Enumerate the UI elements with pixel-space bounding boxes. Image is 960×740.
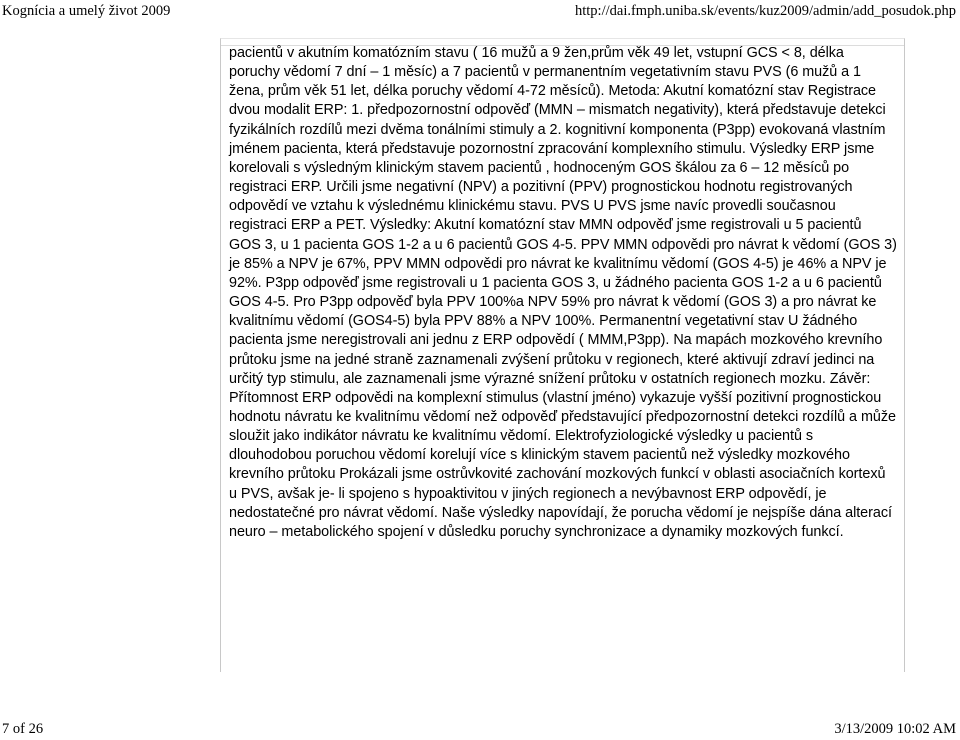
- abstract-segment-1: pacientů v akutním komatózním stavu ( 16 mužů a 9 žen,prům věk 49 let, vstupní GCS < 8, délka poruchy vědomí 7 dní – 1 měsíc) a 7 pacientů v permanentním vegetativním stavu PVS (6 mužů a 1 žena, prům věk 51 let, délka poruchy vědomí 4-72 měsíců).: [229, 45, 862, 100]
- page-url: http://dai.fmph.uniba.sk/events/kuz2009/admin/add_posudok.php: [575, 3, 956, 19]
- abstract-segment-2: Metoda: Akutní komatózní stav Registrace dvou modalit ERP: 1.: [229, 83, 877, 119]
- abstract-text: [229, 44, 897, 542]
- print-timestamp: 3/13/2009 10:02 AM: [834, 721, 956, 737]
- page-title: Kognícia a umelý život 2009: [2, 3, 171, 19]
- page-number: 7 of 26: [2, 721, 44, 737]
- abstract-segment-3: předpozornostní odpověď (MMN – mismatch negativity), která představuje detekci fyzikálních rozdílů mezi dvěma tonálními stimuly a 2. kognitivní komponenta (P3pp) evokovaná vlastním jménem pacienta, která představuje pozornostní zpracování komplexního stimulu. Výsledky ERP jsme korelovali s výsledným klinickým stavem pacientů , hodnoceným GOS škálou za 6 – 12 měsíců po registraci ERP. Určili jsme negativní (NPV) a pozitivní (PPV) prognostickou hodnotu registrovaných odpovědí ve vztahu k výslednému klinickému stavu. PVS U PVS jsme navíc provedli současnou registraci ERP a PET. Výsledky: Akutní komatózní stav MMN odpověď jsme registrovali u 5 pacientů GOS 3, u 1 pacienta GOS 1-2 a u 6 pacientů GOS 4-5. PPV MMN odpovědi pro návrat k vědomí (GOS 3) je 85% a NPV je 67%, PPV MMN odpovědi pro návrat ke kvalitnímu vědomí (GOS 4-5) je 46% a NPV je 92%. P3pp odpověď jsme registrovali u 1 pacienta GOS 3, u žádného pacienta GOS 1-2 a u 6 pacientů GOS 4-5. Pro P3pp odpověď byla PPV 100%a NPV 59% pro návrat k vědomí (GOS 3) a pro návrat ke kvalitnímu vědomí (GOS4-5) byla PPV 88% a NPV 100%. Permanentní vegetativní stav U žádného pacienta jsme neregistrovali ani jednu z ERP odpovědí ( MMM,P3pp). Na mapách mozkového krevního průtoku jsme na jedné straně zaznamenali zvýšení průtoku v regionech, které aktivují zdraví jedinci na určitý typ stimulu, ale zaznamenali jsme výrazné snížení průtoku v ostatních regionech mozku. Závěr: Přítomnost ERP odpovědi na komplexní stimulus (vlastní jméno) vykazuje vyšší pozitivní prognostickou hodnotu návratu ke kvalitnímu vědomí než odpověď představující předpozornostní detekci rozdílů a může sloužit jako indikátor návratu ke kvalitnímu vědomí. Elektrofyziologické výsledky u pacientů s dlouhodobou poruchou vědomí korelují více s klinickým stavem pacientů než výsledky mozkového krevního průtoku Prokázali jsme ostrůvkovité zachování mozkových funkcí v oblasti asociačních kortexů u PVS, avšak je- li spojeno s hypoaktivitou v jiných regionech a nevýbavnost ERP odpovědí, je nedostatečné pro návrat vědomí. Naše výsledky napovídají, že porucha vědomí je nejspíše dána alterací neuro – metabolického spojení v důsledku poruchy synchronizace a dynamiky mozkových funkcí.: [229, 102, 897, 540]
- print-footer: [0, 718, 960, 740]
- print-header: [0, 0, 960, 20]
